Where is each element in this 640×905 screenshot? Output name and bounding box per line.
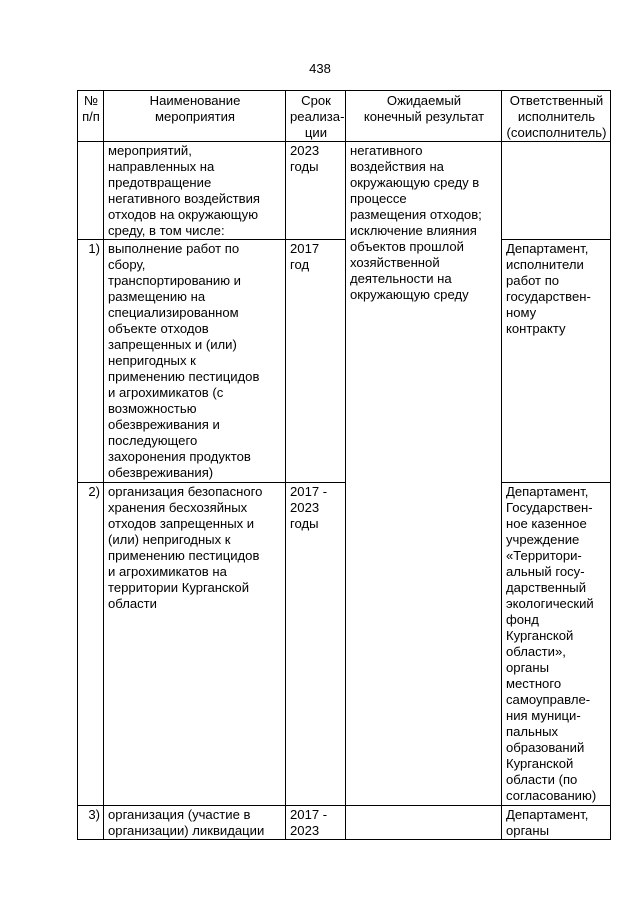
row-executor: Департамент, исполнители работ по государствен- ному контракту <box>502 240 611 483</box>
header-period: Срок реализа- ции <box>286 91 346 142</box>
header-result: Ожидаемый конечный результат <box>346 91 502 142</box>
table-header-row <box>78 91 611 142</box>
row-num: 1) <box>78 240 104 483</box>
row-result <box>346 806 502 840</box>
row-num: 2) <box>78 483 104 806</box>
row-num: 3) <box>78 806 104 840</box>
row-name: мероприятий, направленных на предотвращение негативного воздействия отходов на окружающую среду, в том числе: <box>104 142 286 240</box>
row-num <box>78 142 104 240</box>
row-period: 2023 годы <box>286 142 346 240</box>
row-executor <box>502 142 611 240</box>
table-row <box>78 483 611 806</box>
row-name: выполнение работ по сбору, транспортированию и размещению на специализированном объекте отходов запрещенных и (или) непригодных к применению пестицидов и агрохимикатов (с возможностью обезвреживания и последующего захоронения продуктов обезвреживания) <box>104 240 286 483</box>
row-period: 2017 - 2023 годы <box>286 483 346 806</box>
row-result: негативного воздействия на окружающую среду в процессе размещения отходов; исключение влияния объектов прошлой хозяйственной деятельности на окружающую среду <box>346 142 502 806</box>
row-name: организация безопасного хранения бесхозяйных отходов запрещенных и (или) непригодных к применению пестицидов и агрохимикатов на территории Курганской области <box>104 483 286 806</box>
measures-table <box>77 90 611 840</box>
header-num: № п/п <box>78 91 104 142</box>
row-executor: Департамент, органы <box>502 806 611 840</box>
header-executor: Ответственный исполнитель (соисполнитель) <box>502 91 611 142</box>
table-row <box>78 142 611 240</box>
table-row <box>78 806 611 840</box>
row-period: 2017 год <box>286 240 346 483</box>
row-executor: Департамент, Государствен- ное казенное учреждение «Территори- альный госу- дарственный экологический фонд Курганской области», органы местного самоуправле- ния муници- пальных образований Курганской области (по согласованию) <box>502 483 611 806</box>
header-name: Наименование мероприятия <box>104 91 286 142</box>
table-row <box>78 240 611 483</box>
row-period: 2017 - 2023 <box>286 806 346 840</box>
row-name: организация (участие в организации) ликвидации <box>104 806 286 840</box>
page-number: 438 <box>309 61 331 76</box>
